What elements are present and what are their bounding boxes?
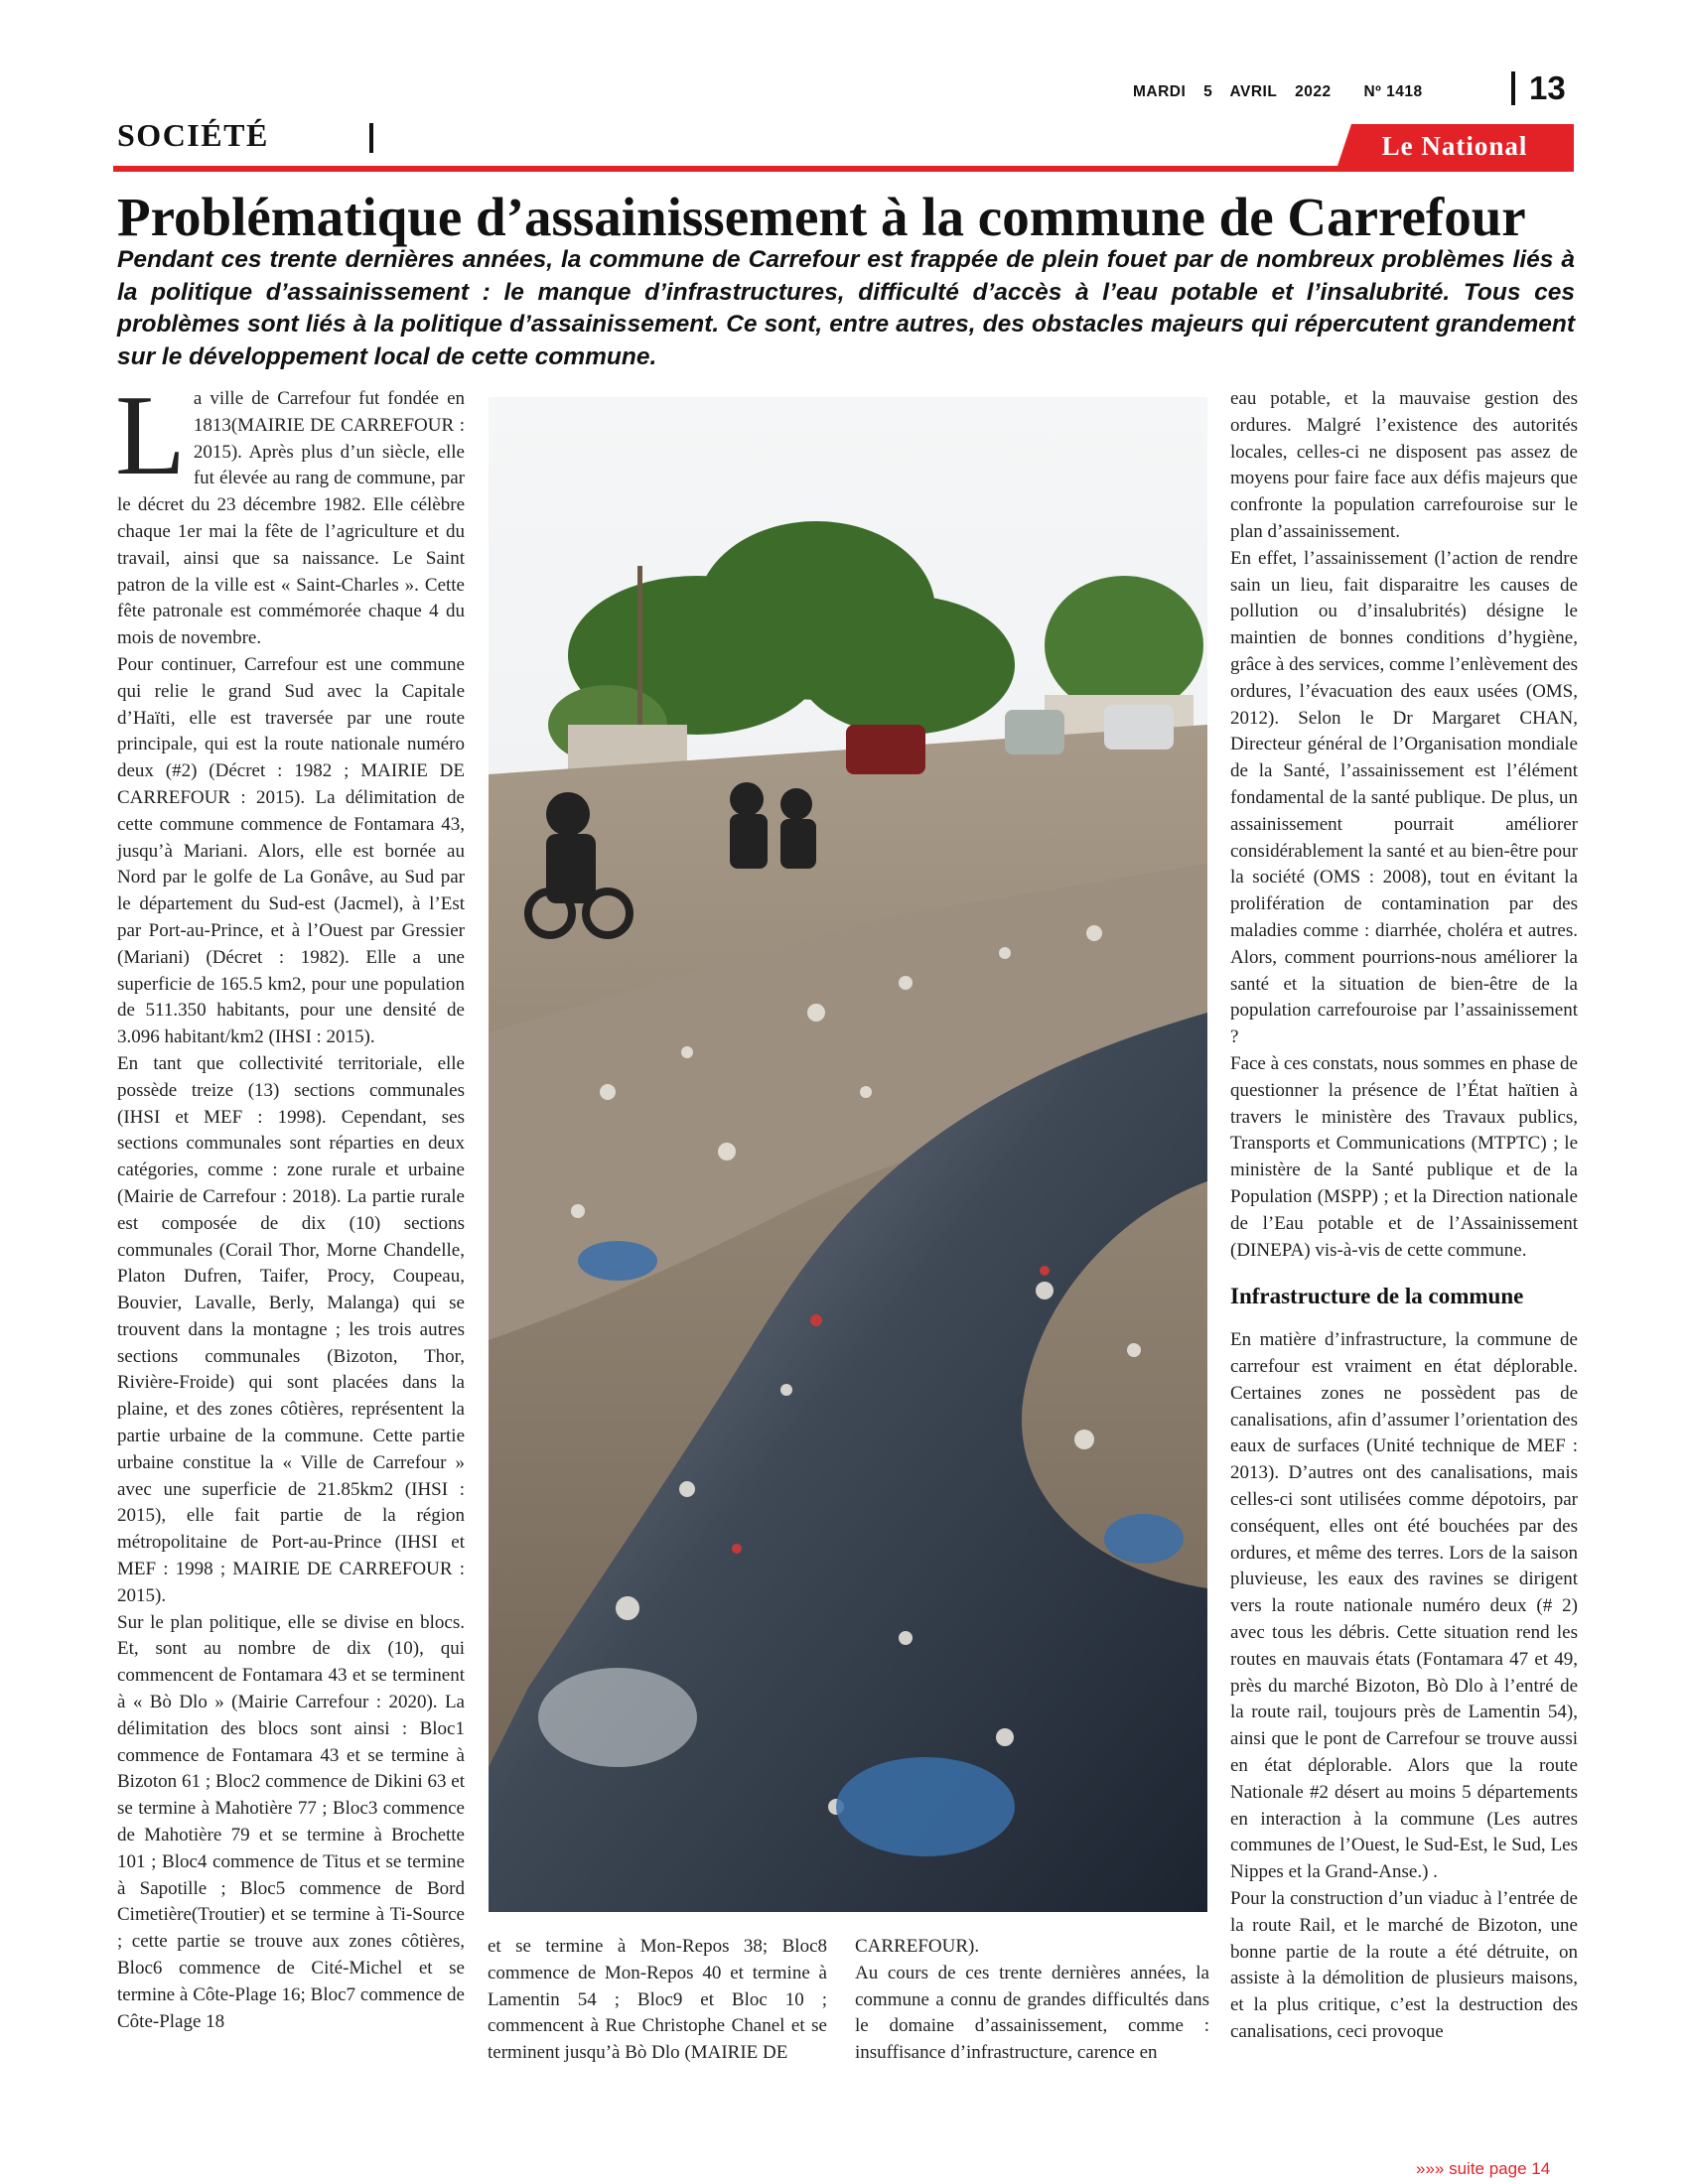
issue-number: Nº 1418 [1363, 83, 1423, 100]
paragraph: Pour continuer, Carrefour est une commune qui relie le grand Sud avec la Capitale d’Haïti, elle est traversée par une route principale, qui est la route nationale numéro deux (#2) (Décret : 1982 ; MAIRIE DE CARREFOUR : 2015). La délimitation de cette commune commence de Fontamara 43, jusqu’à Mariani. Alors, elle est bornée au Nord par le golfe de La Gonâve, au Sud par le département du Sud-est (Jacmel), à l’Est par Port-au-Prince, et à l’Ouest par Gressier (Mariani) (Décret : 1982). Elle a une superficie de 165.5 km2, pour une population de 511.350 habitants, pour une densité de 3.096 habitant/km2 (IHSI : 2015). [117, 653, 465, 1048]
article-photo [489, 397, 1207, 1912]
paragraph: eau potable, et la mauvaise gestion des ordures. Malgré l’existence des autorités locales, celles-ci ne disposent pas assez de moyens pour faire face aux défis majeurs que confronte la population carrefouroise sur le plan d’assainissement. [1230, 388, 1578, 542]
subheading: Infrastructure de la commune [1230, 1284, 1524, 1309]
article-title: Problématique d’assainissement à la commune de Carrefour [117, 187, 1526, 247]
brand-name: Le National [1381, 131, 1528, 161]
article-lead: Pendant ces trente dernières années, la commune de Carrefour est frappée de plein fouet par de nombreux problèmes liés à la politique d’assainissement : le manque d’infrastructures, difficulté d’accès à l’eau potable et l’insalubrité. Tous ces problèmes sont liés à la politique d’assainissement. Ce sont, entre autres, des obstacles majeurs qui répercutent grandement sur le développement local de cette commune. [117, 246, 1575, 370]
page-number: 13 [1529, 69, 1566, 106]
column-4 [1230, 386, 1578, 2046]
paragraph: Au cours de ces trente dernières années, la commune a connu de grandes difficultés dans le domaine d’assainissement, comme : insuffisance d’infrastructure, carence en [855, 1962, 1209, 2064]
paragraph: Pour la construction d’un viaduc à l’entrée de la route Rail, et le marché de Bizoton, une bonne partie de la route a été détruite, on assiste à la démolition de plusieurs maisons, et la plus critique, c’est la destruction des canalisations, ceci provoque [1230, 1888, 1578, 2043]
paragraph: En effet, l’assainissement (l’action de rendre sain un lieu, fait disparaitre les causes de pollution ou d’insalubrités) désigne le maintien de bonnes conditions d’hygiène, grâce à des services, comme l’enlèvement des ordures, l’évacuation des eaux usées (OMS, 2012). Selon le Dr Margaret CHAN, Directeur général de l’Organisation mondiale de la Santé, l’assainissement est l’élément fondamental de la santé publique. De plus, un assainissement pourrait améliorer considérablement la santé et au bien-être pour la société (OMS : 2008), tout en évitant la prolifération de contamination par des maladies comme : diarrhée, choléra et autres. Alors, comment pourrions-nous améliorer la santé et la situation de bien-être de la population carrefouroise par l’assainissement ? [1230, 547, 1578, 1048]
dateline-year: 2022 [1295, 83, 1332, 100]
header-rule [113, 166, 1574, 172]
drop-cap: L [115, 372, 186, 499]
column-3 [855, 1934, 1209, 2067]
paragraph: En tant que collectivité territoriale, elle possède treize (13) sections communales (IHSI et MEF : 1998). Cependant, ses sections communales sont réparties en deux catégories, comme : zone rurale et urbaine (Mairie de Carrefour : 2018). La partie rurale est composée de dix (10) sections communales (Corail Thor, Morne Chandelle, Platon Dufren, Taifer, Procy, Coupeau, Bouvier, Lavalle, Berly, Malanga) qui se trouvent dans la montagne ; les trois autres sections communales (Bizoton, Thor, Rivière-Froide) qui sont placées dans la plaine, et des zones côtières, représentent la partie urbaine de la commune. Cette partie urbaine constitue la « Ville de Carrefour » avec une superficie de 21.85km2 (IHSI : 2015), elle fait partie de la région métropolitaine de Port-au-Prince (IHSI et MEF : 1998 ; MAIRIE DE CARREFOUR : 2015). [117, 1052, 465, 1606]
section-label: SOCIÉTÉ [117, 117, 269, 153]
section-divider [369, 123, 373, 153]
paragraph: Face à ces constats, nous sommes en phase de questionner la présence de l’État haïtien à travers le ministère des Travaux publics, Transports et Communications (MTPTC) ; le ministère de la Santé publique et de la Population (MSPP) ; et la Direction nationale de l’Eau potable et de l’Assainissement (DINEPA) vis-à-vis de cette commune. [1230, 1052, 1578, 1261]
dateline-day: MARDI [1133, 83, 1187, 100]
dateline-month: AVRIL [1229, 83, 1278, 100]
column-2 [488, 1934, 827, 2067]
paragraph [115, 372, 465, 652]
header-divider [1511, 71, 1515, 105]
paragraph: CARREFOUR). [855, 1936, 980, 1957]
dateline-date: 5 [1203, 83, 1213, 100]
continued-link[interactable]: »»» suite page 14 [1416, 2159, 1551, 2178]
paragraph: En matière d’infrastructure, la commune de carrefour est vraiment en état déplorable. Certaines zones ne possèdent pas de canalisations, afin d’assumer l’orientation des eaux de surfaces (Unité technique de MEF : 2013). D’autres ont des canalisations, mais celles-ci sont utilisées comme dépotoirs, par conséquent, elles ont été bouchées par des ordures, et même des terres. Lors de la saison pluvieuse, les eaux des ravines se dirigent vers la route nationale numéro deux (# 2) avec tous les débris. Cette situation rend les routes en mauvais états (Fontamara 47 et 49, près du marché Bizoton, Bò Dlo à l’entré de la route rail, toujours près de Lamentin 54), ainsi que le pont de Carrefour se trouve aussi en état déplorable. Alors que la route Nationale #2 désert au moins 5 départements en interaction à la commune (Les autres communes de l’Ouest, le Sud-Est, le Sud, Les Nippes et la Grand-Anse.) . [1230, 1329, 1578, 1883]
paragraph: Sur le plan politique, elle se divise en blocs. Et, sont au nombre de dix (10), qui commencent de Fontamara 43 et se terminent à « Bò Dlo » (Mairie Carrefour : 2020). La délimitation des blocs sont ainsi : Bloc1 commence de Fontamara 43 et se termine à Bizoton 61 ; Bloc2 commence de Dikini 63 et se termine à Mahotière 77 ; Bloc3 commence de Mahotière 79 et se termine à Brochette 101 ; Bloc4 commence de Titus et se termine à Sapotille ; Bloc5 commence de Bord Cimetière(Troutier) et se termine à Ti-Source ; cette partie se trouve aux zones côtières, Bloc6 commence de Cité-Michel et se termine à Côte-Plage 16; Bloc7 commence de Côte-Plage 18 [117, 1611, 465, 2032]
paragraph: et se termine à Mon-Repos 38; Bloc8 commence de Mon-Repos 40 et termine à Lamentin 54 ; Bloc9 et Bloc 10 ; commencent à Rue Christophe Chanel et se terminent jusqu’à Bò Dlo (MAIRIE DE [488, 1936, 827, 2064]
dateline [1133, 83, 1436, 101]
column-1 [115, 372, 465, 2035]
paragraph-text: a ville de Carrefour fut fondée en 1813(MAIRIE DE CARREFOUR : 2015). Après plus d’un siècle, elle fut élevée au rang de commune, par le décret du 23 décembre 1982. Elle célèbre chaque 1er mai la fête de l’agriculture et du travail, ainsi que sa naissance. Le Saint patron de la ville est « Saint-Charles ». Cette fête patronale est commémorée chaque 4 du mois de novembre. [117, 388, 465, 649]
